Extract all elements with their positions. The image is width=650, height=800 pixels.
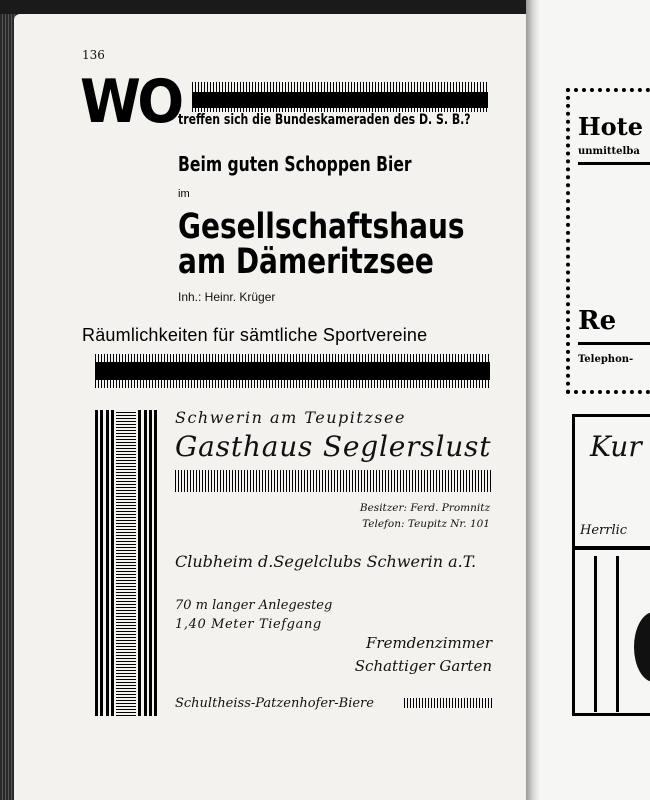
beer-brand: Schultheiss-Patzenhofer-Biere xyxy=(175,696,374,711)
mid-hatched-bar xyxy=(95,354,490,362)
rooms-text: Räumlichkeiten für sämtliche Sportvereine xyxy=(82,325,428,345)
right-ad-title: Hote xyxy=(578,112,644,141)
jetty-depth: 1,40 Meter Tiefgang xyxy=(175,616,322,632)
slogan-text: Beim guten Schoppen Bier xyxy=(178,152,412,176)
right-ad-rule-2 xyxy=(578,342,650,345)
clubheim-text: Clubheim d.Segelclubs Schwerin a.T. xyxy=(175,552,477,571)
right-ad-bottom-title: Re xyxy=(578,306,617,336)
right-ad-phone: Telephon- xyxy=(578,354,634,365)
right-ad2-stripe-1 xyxy=(594,556,597,712)
amenities xyxy=(300,632,492,677)
right-ad-subtitle: unmittelba xyxy=(578,146,640,157)
page-number: 136 xyxy=(82,48,105,62)
owner-text: Inh.: Heinr. Krüger xyxy=(178,290,276,304)
gasthaus-hatched-bar xyxy=(175,470,493,492)
headline-wo: WO xyxy=(80,67,181,137)
venue-line-2: am Dämeritzsee xyxy=(178,242,434,282)
top-hatched-bar xyxy=(192,82,488,92)
right-ad2-subtitle: Herrlic xyxy=(580,523,628,538)
gasthaus-name: Gasthaus Seglerslust xyxy=(175,430,492,463)
im-text: im xyxy=(178,188,190,200)
mid-hatched-bar-lower xyxy=(95,380,490,388)
mid-solid-bar xyxy=(95,362,490,380)
right-ad2-rule xyxy=(575,546,650,550)
owner-name: Besitzer: Ferd. Promnitz xyxy=(359,502,490,514)
phone-number: Telefon: Teupitz Nr. 101 xyxy=(362,518,490,531)
jetty-length: 70 m langer Anlegesteg xyxy=(175,598,333,613)
top-solid-bar xyxy=(192,92,488,108)
venue-line-1: Gesellschaftshaus xyxy=(178,207,465,247)
right-ad-rule xyxy=(578,162,650,165)
guest-rooms: Fremdenzimmer xyxy=(365,634,492,652)
location-text: Schwerin am Teupitzsee xyxy=(175,408,406,427)
vertical-stripes-decoration xyxy=(95,410,157,716)
right-ad2-stripe-2 xyxy=(616,556,619,712)
venue-name xyxy=(178,207,465,282)
shady-garden: Schattiger Garten xyxy=(354,656,492,675)
owner-contact xyxy=(320,500,490,533)
jetty-info xyxy=(175,597,332,635)
right-ad2-title: Kur xyxy=(590,430,642,463)
question-text: treffen sich die Bundeskameraden des D. S. B.? xyxy=(178,112,471,128)
beer-hatched-bar xyxy=(404,698,492,708)
